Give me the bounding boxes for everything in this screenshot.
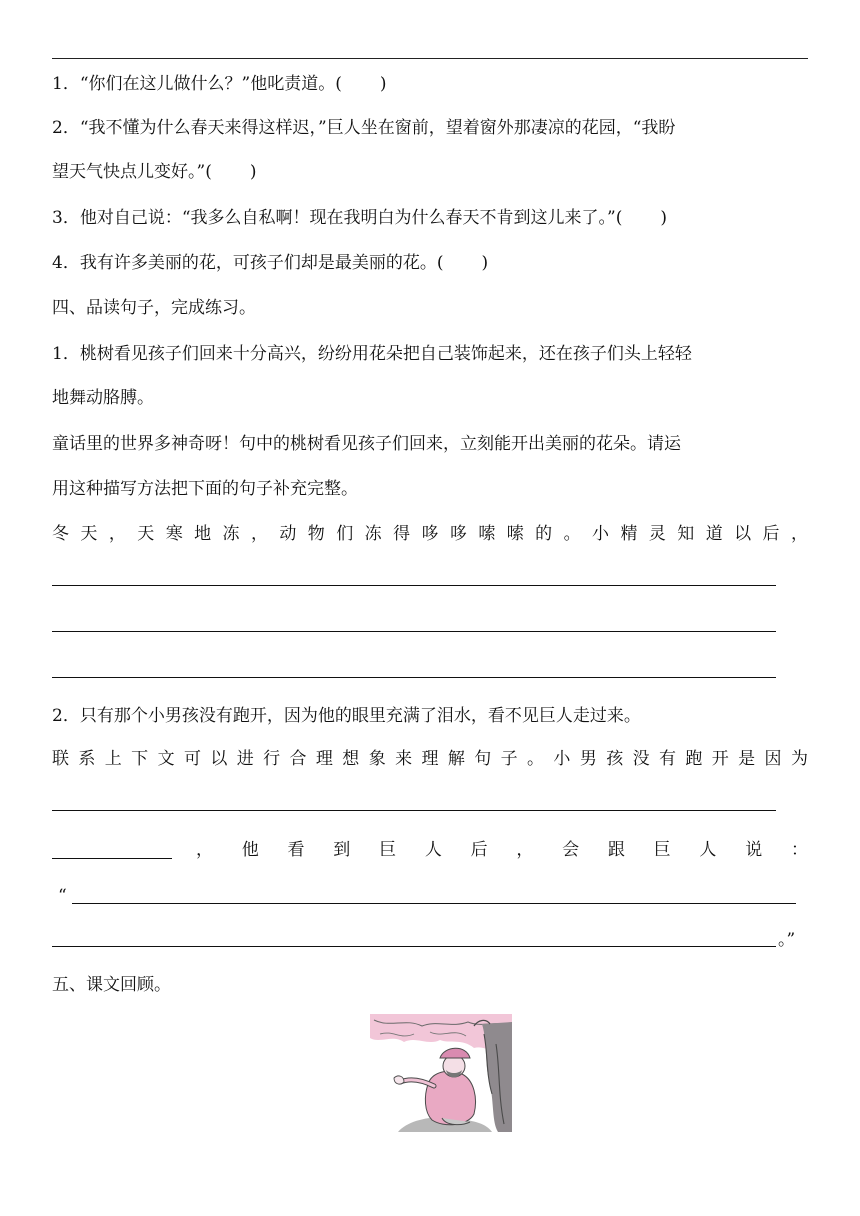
char: 哆: [449, 524, 467, 544]
char: 有: [658, 749, 676, 769]
char: 天: [80, 524, 98, 544]
char: 他: [241, 840, 259, 860]
char: 系: [78, 749, 96, 769]
char: 冻: [364, 524, 382, 544]
char: 知: [677, 524, 695, 544]
char: 小: [553, 749, 571, 769]
s4-q2-instruction: [52, 747, 808, 771]
char: 物: [307, 524, 325, 544]
char: 进: [236, 749, 254, 769]
answer-line[interactable]: [52, 810, 776, 811]
item-text: “我不懂为什么春天来得这样迟，”巨人坐在窗前，望着窗外那凄凉的花园，“我盼: [79, 118, 676, 138]
item-number: 2．: [52, 118, 80, 138]
char: 到: [333, 840, 351, 860]
char: 联: [52, 749, 69, 769]
char: 合: [289, 749, 307, 769]
char: 天: [137, 524, 155, 544]
char: 巨: [653, 840, 671, 860]
sentence-text: 只有那个小男孩没有跑开，因为他的眼里充满了泪水，看不见巨人走过来。: [79, 706, 641, 726]
char: 冻: [222, 524, 240, 544]
char: 理: [421, 749, 439, 769]
q3-item-2-cont: [52, 160, 256, 184]
char: ，: [108, 524, 126, 544]
s4-q1-sentence-cont: 地舞动胳膊。: [52, 388, 154, 408]
char: 文: [157, 749, 175, 769]
giant-under-tree-illustration: [370, 1014, 512, 1132]
char: 得: [393, 524, 411, 544]
char: ，: [250, 524, 268, 544]
q3-item-3: [52, 206, 667, 230]
char: 为: [790, 749, 808, 769]
char: 行: [263, 749, 281, 769]
char: 下: [131, 749, 149, 769]
char: 地: [194, 524, 212, 544]
item-text: 他对自己说：“我多么自私啊！现在我明白为什么春天不肯到这儿来了。”(: [79, 208, 623, 228]
char: 以: [210, 749, 228, 769]
char: 开: [711, 749, 729, 769]
char: 们: [336, 524, 354, 544]
section4-heading: 四、品读句子，完成练习。: [52, 298, 256, 318]
item-text: 我有许多美丽的花，可孩子们却是最美丽的花。(: [79, 253, 444, 273]
paren-close: ): [379, 74, 387, 94]
char: 嗦: [506, 524, 524, 544]
char: 巨: [379, 840, 397, 860]
char: 以: [734, 524, 752, 544]
char: 跑: [685, 749, 703, 769]
char: 上: [104, 749, 122, 769]
s4-q1-prompt: [52, 522, 808, 546]
char: 冬: [52, 524, 69, 544]
s4-q1-instruction-cont: 用这种描写方法把下面的句子补充完整。: [52, 479, 358, 499]
char: 可: [183, 749, 201, 769]
char: ，: [516, 840, 534, 860]
close-quote: 。”: [778, 930, 796, 950]
char: 是: [738, 749, 756, 769]
char: 精: [620, 524, 638, 544]
char: 后: [762, 524, 780, 544]
open-quote: “: [58, 886, 67, 906]
char: 嗦: [478, 524, 496, 544]
item-number: 2．: [52, 706, 80, 726]
section5-heading: 五、课文回顾。: [52, 975, 171, 995]
char: 。: [563, 524, 581, 544]
paren-close: ): [660, 208, 667, 228]
sentence-text: 桃树看见孩子们回来十分高兴，纷纷用花朵把自己装饰起来，还在孩子们头上轻轻: [79, 344, 692, 364]
char: 没: [632, 749, 650, 769]
char: 解: [447, 749, 465, 769]
char: 孩: [606, 749, 624, 769]
char: 句: [474, 749, 492, 769]
char: ，: [790, 524, 808, 544]
header-rule: [52, 58, 808, 59]
char: 人: [424, 840, 442, 860]
item-text: “你们在这儿做什么？”他叱责道。(: [79, 74, 342, 94]
char: 象: [368, 749, 386, 769]
char: 理: [315, 749, 333, 769]
char: 跟: [607, 840, 625, 860]
item-text-cont: 望天气快点儿变好。”(: [52, 162, 212, 182]
paren-close: ): [481, 253, 489, 273]
char: 寒: [165, 524, 183, 544]
char: 道: [705, 524, 723, 544]
item-number: 4．: [52, 253, 80, 273]
s4-q1-sentence: [52, 342, 692, 366]
char: 男: [579, 749, 597, 769]
answer-line[interactable]: [52, 677, 776, 678]
char: 说: [745, 840, 763, 860]
answer-line[interactable]: [52, 585, 776, 586]
char: 会: [562, 840, 580, 860]
char: ，: [196, 840, 213, 860]
char: 因: [764, 749, 782, 769]
s4-q2-sentence: [52, 704, 641, 728]
char: 小: [592, 524, 610, 544]
answer-line[interactable]: [52, 946, 776, 947]
item-number: 1．: [52, 344, 80, 364]
item-number: 3．: [52, 208, 80, 228]
q3-item-2: [52, 116, 675, 140]
char: 子: [500, 749, 518, 769]
char: 哆: [421, 524, 439, 544]
char: 来: [395, 749, 413, 769]
q3-item-1: [52, 72, 386, 96]
s4-q1-instruction: 童话里的世界多神奇呀！句中的桃树看见孩子们回来，立刻能开出美丽的花朵。请运: [52, 434, 681, 454]
char: 灵: [648, 524, 666, 544]
answer-line-short[interactable]: [52, 858, 172, 859]
char: 。: [527, 749, 545, 769]
char: 想: [342, 749, 360, 769]
char: ：: [790, 840, 808, 860]
paren-close: ): [249, 162, 257, 182]
s4-q2-mid: [196, 838, 808, 862]
char: 后: [470, 840, 488, 860]
char: 看: [287, 840, 305, 860]
char: 的: [535, 524, 553, 544]
q3-item-4: [52, 251, 488, 275]
char: 人: [699, 840, 717, 860]
item-number: 1．: [52, 74, 80, 94]
char: 动: [279, 524, 297, 544]
answer-line[interactable]: [72, 903, 796, 904]
answer-line[interactable]: [52, 631, 776, 632]
